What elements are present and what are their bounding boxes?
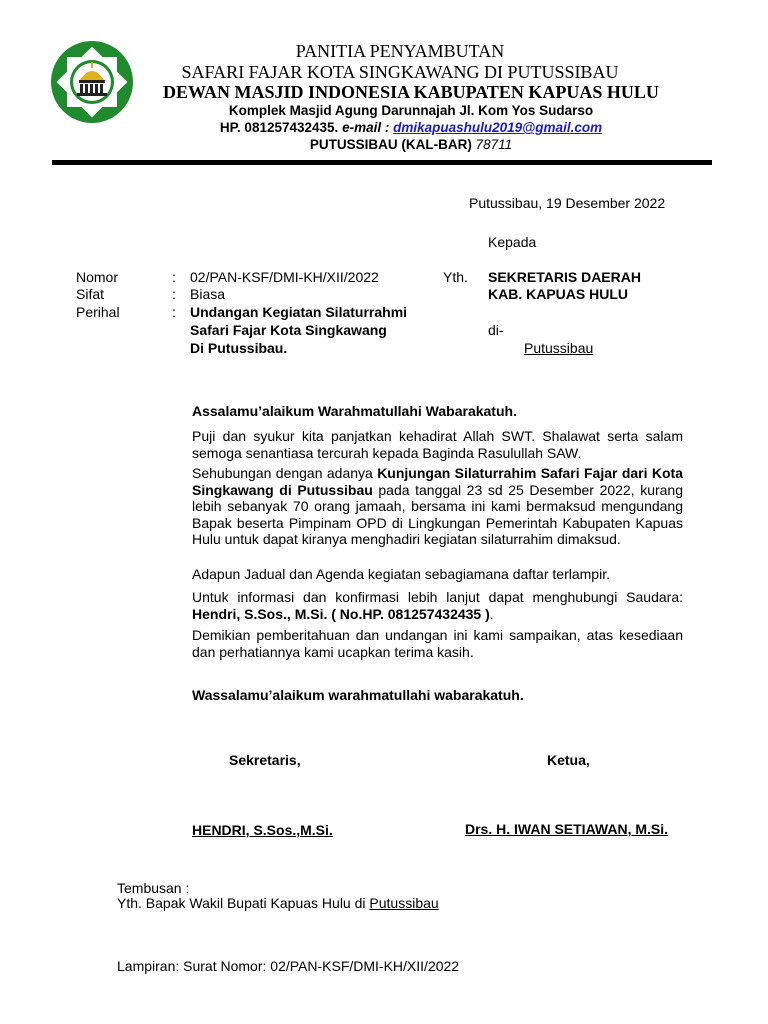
greeting: Assalamu’alaikum Warahmatullahi Wabarakatuh. (192, 403, 517, 419)
header-postal: 78711 (475, 137, 513, 152)
letter-date: Putussibau, 19 Desember 2022 (469, 195, 666, 211)
header-city-line (150, 136, 672, 153)
header-email-label: e-mail : (342, 120, 390, 135)
recipient-name-2: KAB. KAPUAS HULU (488, 286, 628, 302)
header-phone: HP. 081257432435. (219, 120, 339, 135)
paragraph-4-contact: Hendri, S.Sos., M.Si. ( No.HP. 081257432435 ) (192, 605, 490, 622)
closing: Wassalamu’alaikum warahmatullahi wabarakatuh. (192, 687, 524, 703)
sifat-value: Biasa (190, 286, 226, 302)
header-divider (52, 160, 712, 165)
lampiran: Lampiran: Surat Nomor: 02/PAN-KSF/DMI-KH/XII/2022 (117, 958, 460, 974)
header-contact (150, 119, 672, 136)
ketua-title: Ketua, (547, 752, 590, 768)
tembusan-recipient: Yth. Bapak Wakil Bupati Kapuas Hulu di (117, 895, 366, 911)
header-line-3: DEWAN MASJID INDONESIA KABUPATEN KAPUAS HULU (163, 82, 659, 102)
header-line-1: PANITIA PENYAMBUTAN (295, 41, 505, 61)
paragraph-3: Adapun Jadual dan Agenda kegiatan sebagiamana daftar terlampir. (192, 566, 610, 582)
recipient-kepada: Kepada (488, 234, 537, 250)
tembusan-place: Putussibau (369, 895, 439, 911)
recipient-place: Putussibau (524, 340, 594, 356)
dmi-logo (50, 40, 134, 124)
recipient-name-1: SEKRETARIS DAERAH (488, 269, 641, 285)
paragraph-2-intro: Sehubungan dengan adanya (192, 465, 373, 481)
header-email-link[interactable]: dmikapuashulu2019@gmail.com (393, 120, 603, 135)
perihal-line-1: Undangan Kegiatan Silaturrahmi (190, 304, 408, 320)
nomor-value: 02/PAN-KSF/DMI-KH/XII/2022 (190, 269, 379, 285)
sifat-colon: : (172, 286, 176, 302)
header-line-2: SAFARI FAJAR KOTA SINGKAWANG DI PUTUSSIBAU (181, 62, 619, 82)
paragraph-4 (192, 589, 683, 622)
perihal-label: Perihal (76, 304, 120, 320)
nomor-colon: : (172, 269, 176, 285)
recipient-di: di- (488, 322, 504, 338)
tembusan-label: Tembusan : (117, 880, 190, 896)
perihal-line-2: Safari Fajar Kota Singkawang (190, 322, 387, 338)
paragraph-2 (192, 465, 683, 548)
sifat-label: Sifat (76, 286, 105, 302)
paragraph-4-end: . (489, 605, 494, 622)
paragraph-2-event: Kunjungan Silaturrahim Safari Fajar dari Kota Singkawang di Putussibau (192, 465, 683, 498)
sekretaris-title: Sekretaris, (229, 752, 301, 768)
tembusan-line (117, 895, 439, 912)
header-address: Komplek Masjid Agung Darunnajah Jl. Kom Yos Sudarso (228, 103, 594, 118)
perihal-colon: : (172, 304, 176, 320)
nomor-label: Nomor (76, 269, 119, 285)
perihal-line-3: Di Putussibau. (190, 340, 288, 356)
ketua-name: Drs. H. IWAN SETIAWAN, M.Si. (465, 821, 669, 837)
paragraph-5: Demikian pemberitahuan dan undangan ini kami sampaikan, atas kesediaan dan perhatiannya kami ucapkan terima kasih. (192, 627, 683, 660)
sekretaris-name: HENDRI, S.Sos.,M.Si. (192, 822, 333, 838)
paragraph-2-rest: pada tanggal 23 sd 25 Desember 2022, kurang lebih sebanyak 70 orang jamaah, bersama ini kami bermaksud mengundang Bapak beserta Pimpinam OPD di Lingkungan Pemerintah Kabupaten Kapuas Hulu untuk dapat kiranya menghadiri kegiatan silaturrahim dimaksud. (192, 481, 684, 547)
recipient-yth: Yth. (443, 269, 468, 285)
paragraph-1: Puji dan syukur kita panjatkan kehadirat Allah SWT. Shalawat serta salam semoga senantiasa tercurah kepada Baginda Rasulullah SAW. (192, 428, 683, 461)
header-city: PUTUSSIBAU (KAL-BAR) (309, 137, 472, 152)
paragraph-4-intro: Untuk informasi dan konfirmasi lebih lanjut dapat menghubungi Saudara: (192, 589, 683, 605)
